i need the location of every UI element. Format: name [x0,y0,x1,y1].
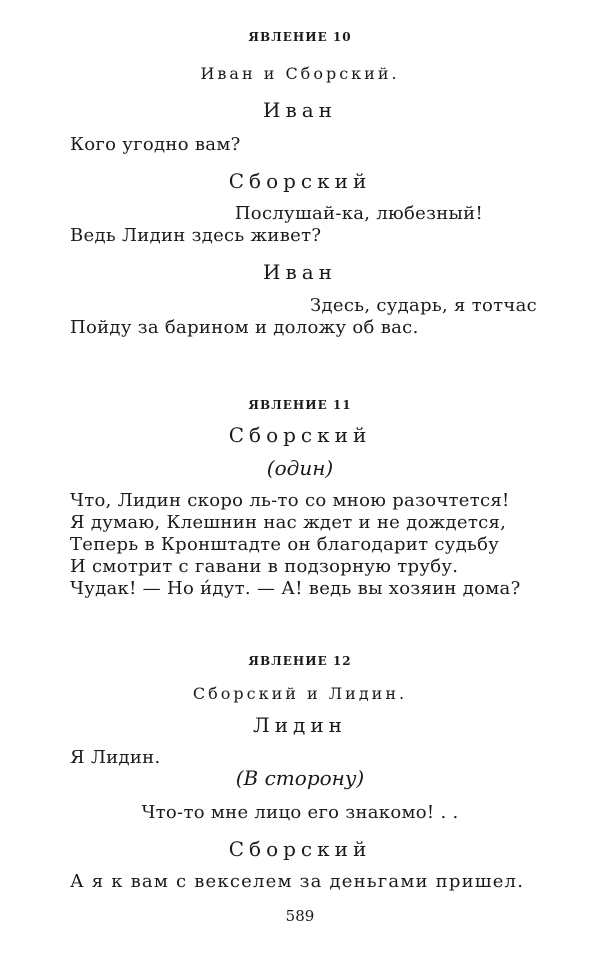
scene-10-speaker-sborsky: Сборский [228,169,372,193]
scene-10-speaker-ivan-2: Иван [263,260,337,284]
page-number: 589 [285,907,315,925]
scene-10-title: ЯВЛЕНИЕ 10 [248,30,352,44]
scene-12-line-3: А я к вам с векселем за деньгами пришел. [70,871,525,892]
scene-10-line-2a: Послушай-ка, любезный! [234,203,483,224]
scene-11-verse-3: Теперь в Кронштадте он благодарит судьбу [70,534,500,555]
scene-10-cast: Иван и Сборский. [200,64,400,83]
scene-11-verse-2: Я думаю, Клешнин нас ждет и не дождется, [70,512,507,533]
scene-12-cast: Сборский и Лидин. [192,684,408,703]
scene-11-verse-4: И смотрит с гавани в подзорную трубу. [70,556,459,577]
scene-11-verse-5: Чудак! — Но и́дут. — А! ведь вы хозяин дома? [70,578,521,599]
scene-12-line-1: Я Лидин. [70,747,161,768]
scene-10-speaker-ivan: Иван [263,98,337,122]
scene-11-speaker: Сборский [228,423,372,447]
scene-12-line-2: Что-то мне лицо его знакомо! . . [141,802,459,823]
scene-11-verse-1: Что, Лидин скоро ль-то со мною разочтется! [70,490,510,511]
scene-10-line-2b: Ведь Лидин здесь живет? [70,225,322,246]
scene-11-title: ЯВЛЕНИЕ 11 [248,398,352,412]
scene-11-direction: (один) [266,456,334,480]
scene-10-line-3a: Здесь, сударь, я тотчас [310,295,537,316]
scene-10-line-1: Кого угодно вам? [70,134,241,155]
scene-12-title: ЯВЛЕНИЕ 12 [248,654,352,668]
scene-12-speaker-sborsky: Сборский [228,837,372,861]
scene-10-line-3b: Пойду за барином и доложу об вас. [70,317,419,338]
scene-12-speaker-lidin: Лидин [253,713,347,737]
scene-12-direction: (В сторону) [235,766,365,790]
